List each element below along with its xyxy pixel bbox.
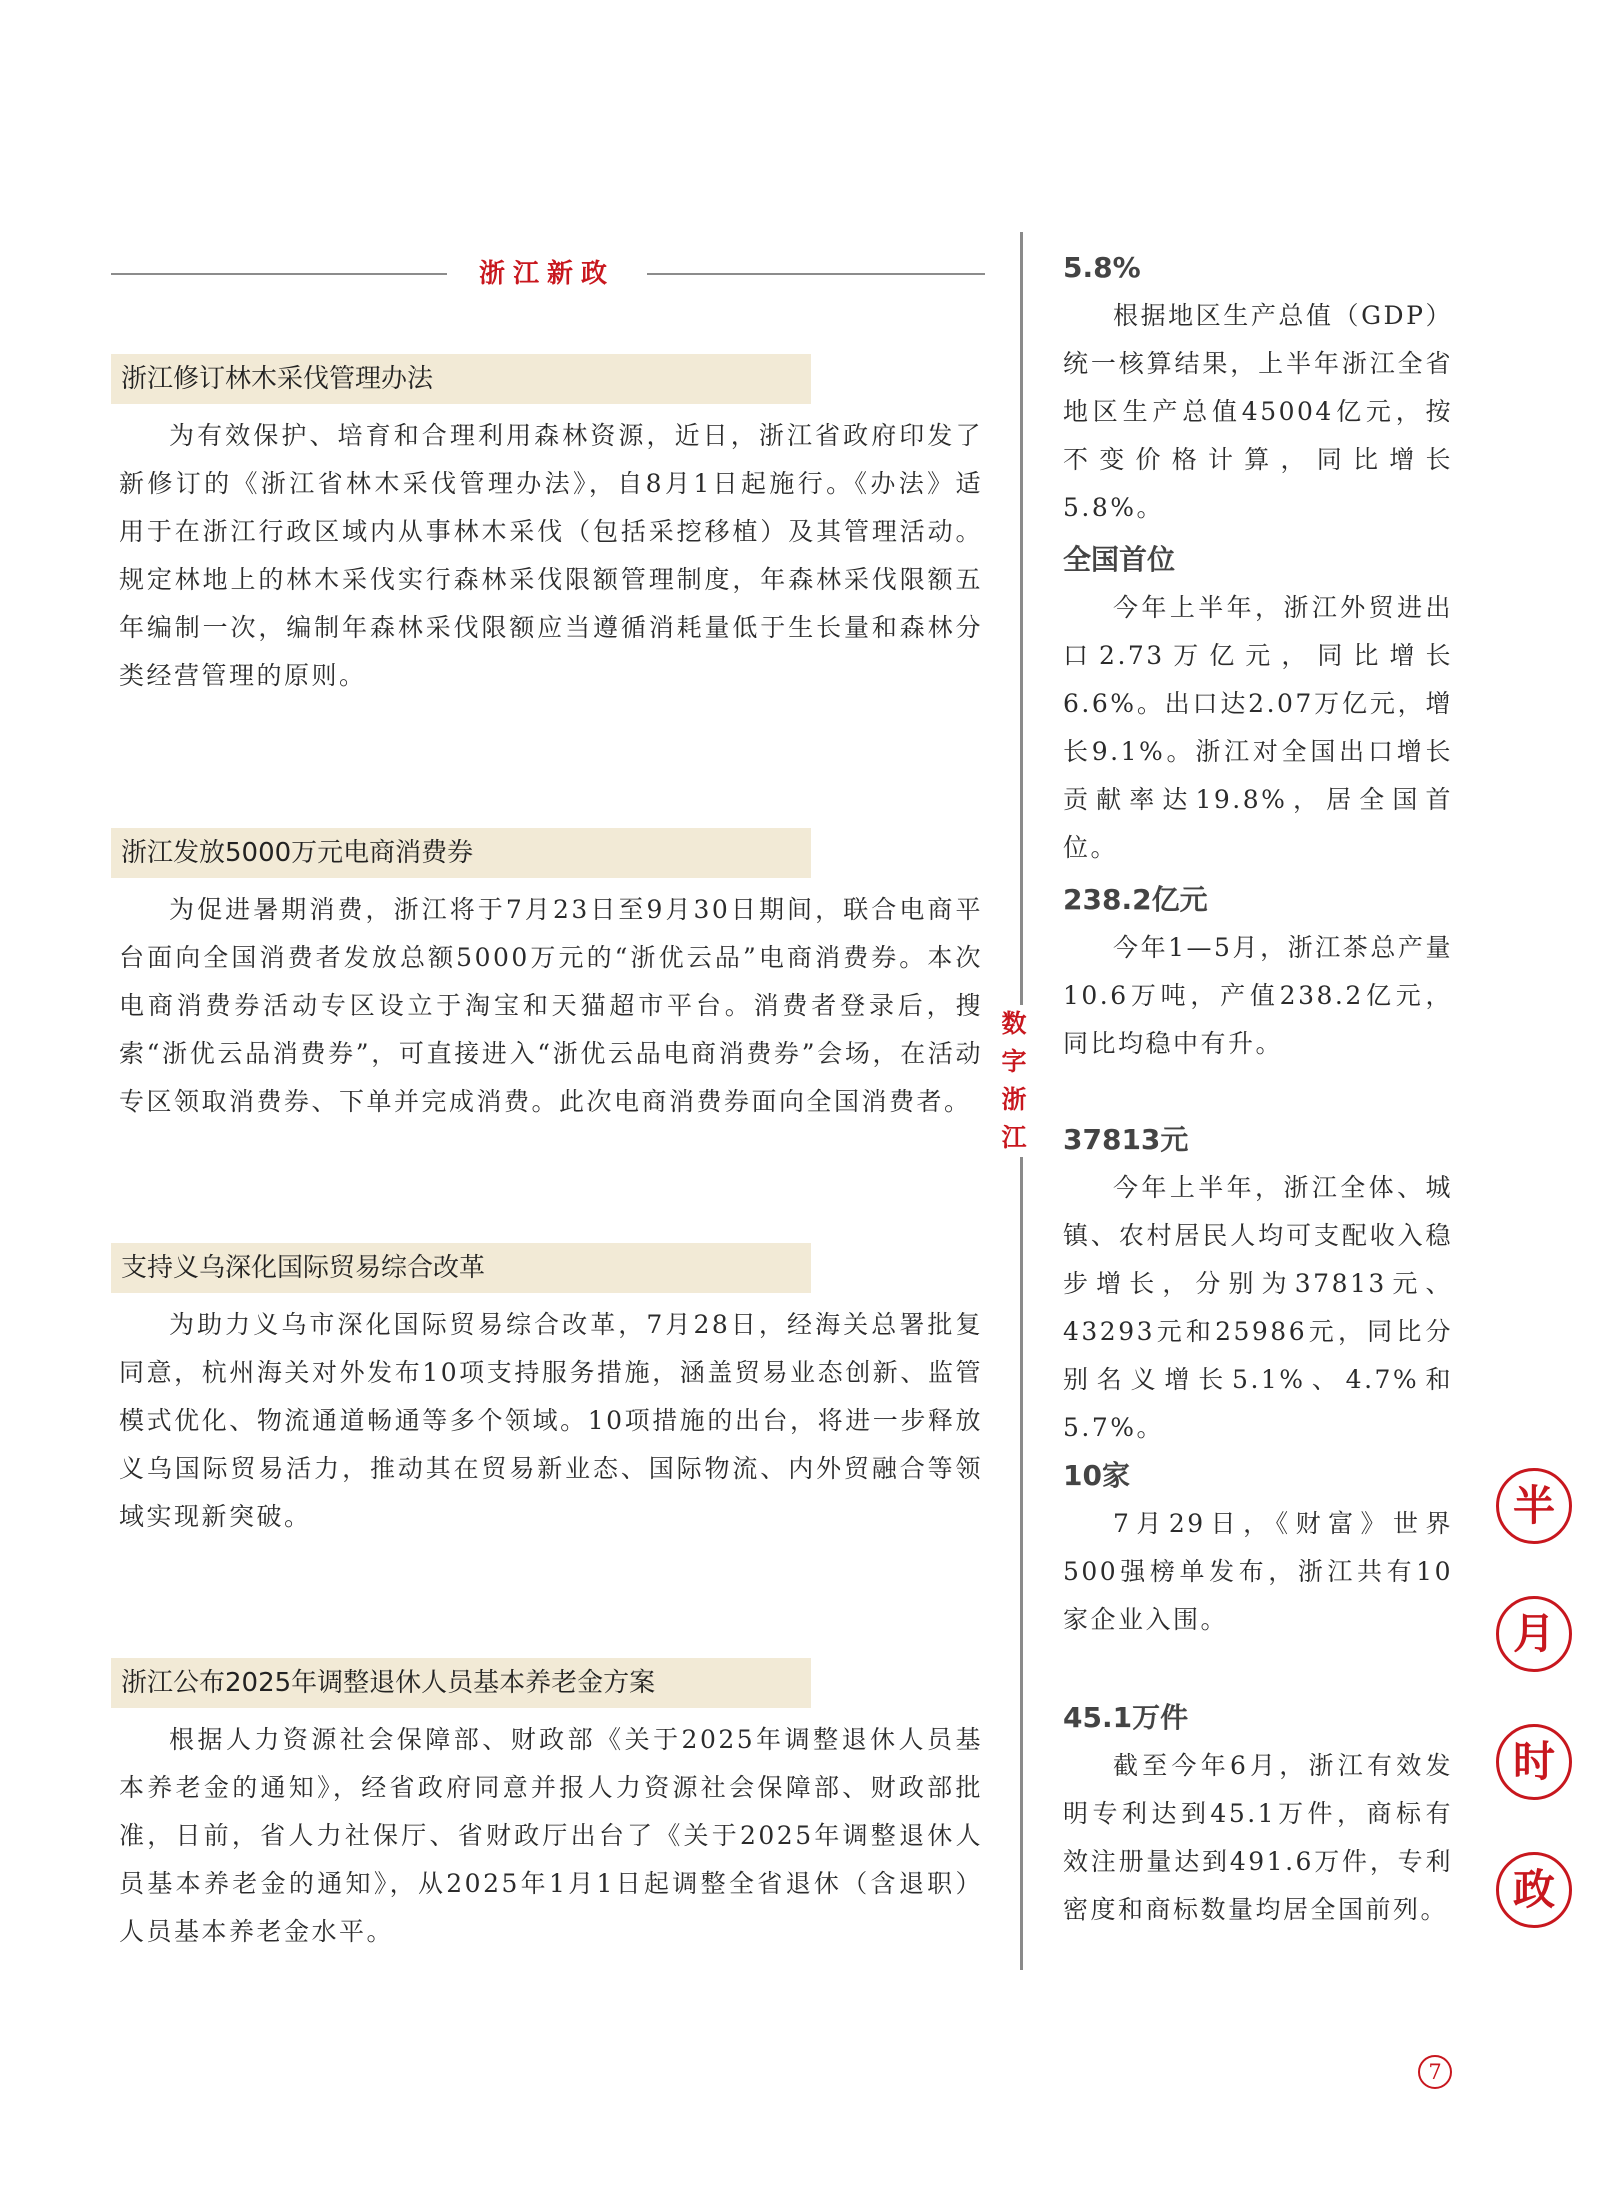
article-body: 为有效保护、培育和合理利用森林资源，近日，浙江省政府印发了新修订的《浙江省林木采伐管理办法》，自8月1日起施行。《办法》适用于在浙江行政区域内从事林木采伐（包括采挖移植）及其管理活动。规定林地上的林木采伐实行森林采伐限额管理制度，年森林采伐限额五年编制一次，编制年森林采伐限额应当遵循消耗量低于生长量和森林分类经营管理的原则。 [119, 421, 983, 690]
stat-title: 45.1万件 [1063, 1701, 1189, 1734]
stat-tea [1063, 880, 1453, 1068]
stat-income [1063, 1120, 1453, 1452]
stat-trade [1063, 540, 1453, 872]
section-title: 浙江新政 [478, 259, 615, 289]
stat-body: 今年上半年，浙江外贸进出口2.73万亿元，同比增长6.6%。出口达2.07万亿元，增长9.1%。浙江对全国出口增长贡献率达19.8%，居全国首位。 [1063, 593, 1453, 862]
stamp-char: 时 [1496, 1724, 1572, 1800]
article-title: 浙江发放5000万元电商消费券 [111, 828, 811, 878]
side-label-digital-zhejiang: 数字浙江 [996, 1005, 1032, 1157]
article-pension [111, 1658, 983, 1956]
section-header [111, 254, 985, 294]
stamp-char: 月 [1496, 1596, 1572, 1672]
article-forest-logging [111, 354, 983, 700]
stat-title: 5.8% [1063, 251, 1141, 284]
stat-fortune500 [1063, 1456, 1453, 1644]
stat-body: 今年1—5月，浙江茶总产量10.6万吨，产值238.2亿元，同比均稳中有升。 [1063, 933, 1453, 1058]
stat-title: 10家 [1063, 1459, 1130, 1492]
article-title: 浙江修订林木采伐管理办法 [111, 354, 811, 404]
stat-body: 今年上半年，浙江全体、城镇、农村居民人均可支配收入稳步增长，分别为37813元、43293元和25986元，同比分别名义增长5.1%、4.7%和5.7%。 [1063, 1173, 1453, 1442]
article-body: 为助力义乌市深化国际贸易综合改革，7月28日，经海关总署批复同意，杭州海关对外发布10项支持服务措施，涵盖贸易业态创新、监管模式优化、物流通道畅通等多个领域。10项措施的出台，将进一步释放义乌国际贸易活力，推动其在贸易新业态、国际物流、内外贸融合等领域实现新突破。 [119, 1310, 983, 1531]
article-body: 根据人力资源社会保障部、财政部《关于2025年调整退休人员基本养老金的通知》，经省政府同意并报人力资源社会保障部、财政部批准，日前，省人力社保厅、省财政厅出台了《关于2025年调整退休人员基本养老金的通知》，从2025年1月1日起调整全省退休（含退职）人员基本养老金水平。 [119, 1725, 983, 1946]
article-title: 支持义乌深化国际贸易综合改革 [111, 1243, 811, 1293]
column-stamps [1496, 1468, 1582, 1980]
stamp-char: 半 [1496, 1468, 1572, 1544]
stat-title: 238.2亿元 [1063, 883, 1208, 916]
article-yiwu-trade [111, 1243, 983, 1541]
stat-title: 37813元 [1063, 1123, 1189, 1156]
article-title: 浙江公布2025年调整退休人员基本养老金方案 [111, 1658, 811, 1708]
stat-gdp [1063, 248, 1453, 532]
article-body: 为促进暑期消费，浙江将于7月23日至9月30日期间，联合电商平台面向全国消费者发放总额5000万元的“浙优云品”电商消费券。本次电商消费券活动专区设立于淘宝和天猫超市平台。消费者登录后，搜索“浙优云品消费券”，可直接进入“浙优云品电商消费券”会场，在活动专区领取消费券、下单并完成消费。此次电商消费券面向全国消费者。 [119, 895, 983, 1116]
stat-patents [1063, 1698, 1453, 1934]
stat-body: 7月29日，《财富》世界500强榜单发布，浙江共有10家企业入围。 [1063, 1509, 1453, 1634]
stamp-char: 政 [1496, 1852, 1572, 1928]
stat-title: 全国首位 [1063, 543, 1176, 576]
stat-body: 截至今年6月，浙江有效发明专利达到45.1万件，商标有效注册量达到491.6万件，专利密度和商标数量均居全国前列。 [1063, 1751, 1453, 1924]
stat-body: 根据地区生产总值（GDP）统一核算结果，上半年浙江全省地区生产总值45004亿元，按不变价格计算，同比增长5.8%。 [1063, 301, 1453, 522]
page-number: 7 [1418, 2055, 1452, 2089]
header-rule-right [647, 273, 985, 275]
article-ecommerce-vouchers [111, 828, 983, 1126]
header-rule-left [111, 273, 447, 275]
